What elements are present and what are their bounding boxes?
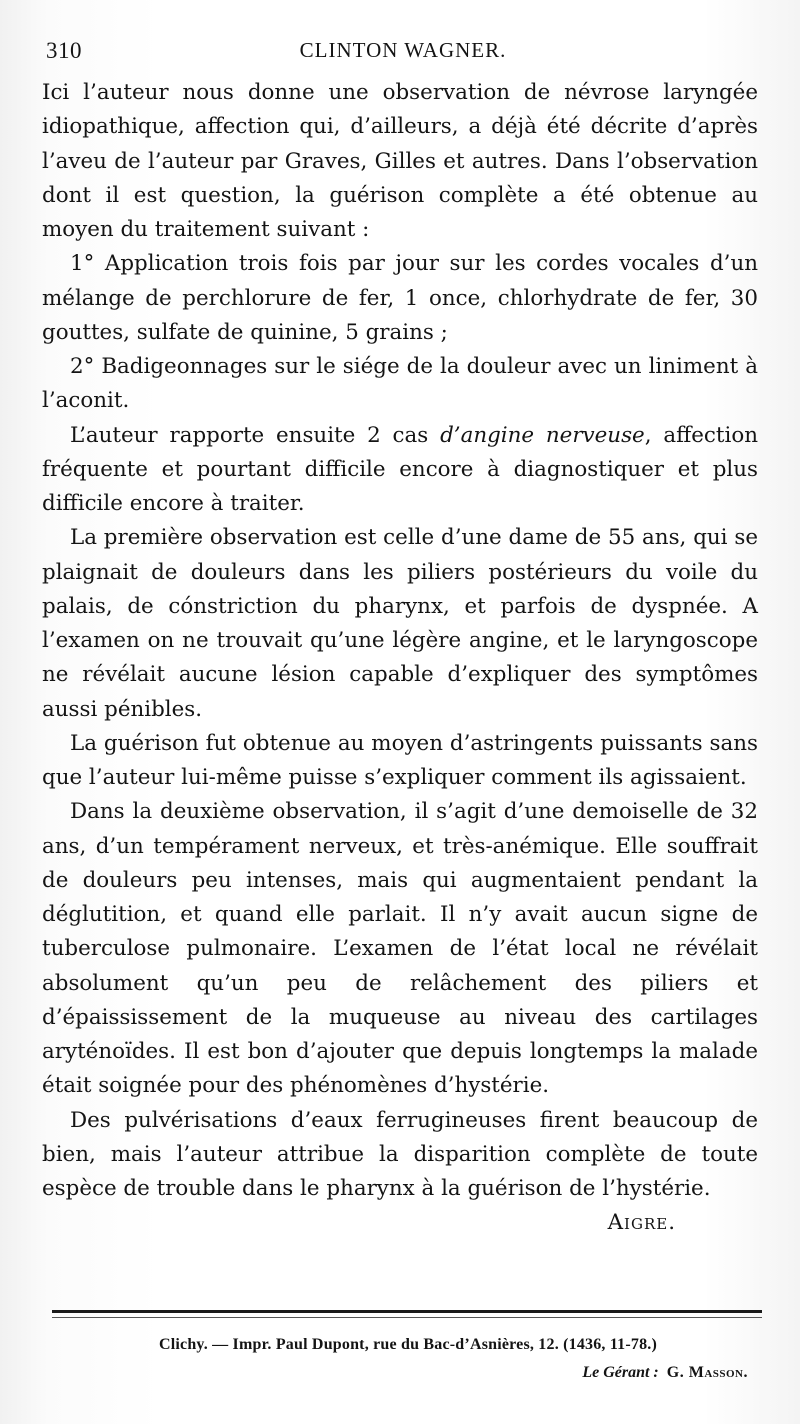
text-run: Des pulvérisations d’eaux ferrugineuses firent beaucoup de bien, mais l’auteur attribue la disparition complète de toute espèce de trouble dans le pharynx à la guérison de l’hystérie. <box>42 1107 758 1201</box>
paragraph-p6 <box>42 727 758 796</box>
text-run: 1° Application trois fois par jour sur les cordes vocales d’un mélange de perchlorure de fer, 1 once, chlorhydrate de fer, 30 gouttes, sulfate de quinine, 5 grains ; <box>42 251 758 345</box>
paragraph-p2 <box>42 247 758 350</box>
page-number: 310 <box>46 38 82 63</box>
printer-imprint: Clichy. — Impr. Paul Dupont, rue du Bac-d’Asnières, 12. (1436, 11-78.) <box>158 1336 658 1353</box>
footer-rule-thin <box>52 1317 762 1318</box>
gerant-label: Le Gérant : <box>582 1364 659 1381</box>
paragraph-p7 <box>42 795 758 1103</box>
author-signature: Aigre. <box>607 1210 676 1236</box>
text-run: La première observation est celle d’une dame de 55 ans, qui se plaignait de douleurs dans les piliers postérieurs du voile du palais, de cónstriction du pharynx, et parfois de dyspnée. A l’examen on ne trouvait qu’une légère angine, et le laryngoscope ne révélait aucune lésion capable d’expliquer des symptômes aussi pénibles. <box>42 525 758 722</box>
text-run: La guérison fut obtenue au moyen d’astringents puissants sans que l’auteur lui-même puisse s’expliquer comment ils agissaient. <box>42 730 758 790</box>
text-run: 2° Badigeonnages sur le siége de la douleur avec un liniment à l’aconit. <box>42 354 758 414</box>
paragraph-p8 <box>42 1104 758 1207</box>
page-header <box>46 36 760 72</box>
text-run: , affection fréquente et pourtant difficile encore à diagnostiquer et plus difficile encore à traiter. <box>42 422 758 516</box>
gerant-name: G. Masson. <box>666 1364 748 1381</box>
paragraph-p1 <box>42 76 758 247</box>
running-head: CLINTON WAGNER. <box>299 38 507 62</box>
italic-text: d’angine nerveuse <box>440 422 645 448</box>
text-run: Ici l’auteur nous donne une observation de névrose laryngée idiopathique, affection qui, d’ailleurs, a déjà été décrite d’après l’aveu de l’auteur par Graves, Gilles et autres. Dans l’observation dont il est question, la guérison complète a été obtenue au moyen du traitement suivant : <box>42 80 758 242</box>
gerant-line <box>582 1364 748 1382</box>
text-run: L’auteur rapporte ensuite 2 cas <box>70 422 441 448</box>
text-run: Dans la deuxième observation, il s’agit d’une demoiselle de 32 ans, d’un tempérament nerveux, et très-anémique. Elle souffrait de douleurs peu intenses, mais qui augmentaient pendant la déglutition, et quand elle parlait. Il n’y avait aucun signe de tuberculose pulmonaire. L’examen de l’état local ne révélait absolument qu’un peu de relâchement des piliers et d’épaississement de la muqueuse au niveau des cartilages aryténoïdes. Il est bon d’ajouter que depuis longtemps la malade était soignée pour des phénomènes d’hystérie. <box>42 799 758 1099</box>
article-body <box>42 76 758 1241</box>
footer-rule-thick <box>52 1310 762 1313</box>
paragraph-p3 <box>42 350 758 419</box>
paragraph-p4 <box>42 419 758 522</box>
paragraph-p5 <box>42 521 758 727</box>
